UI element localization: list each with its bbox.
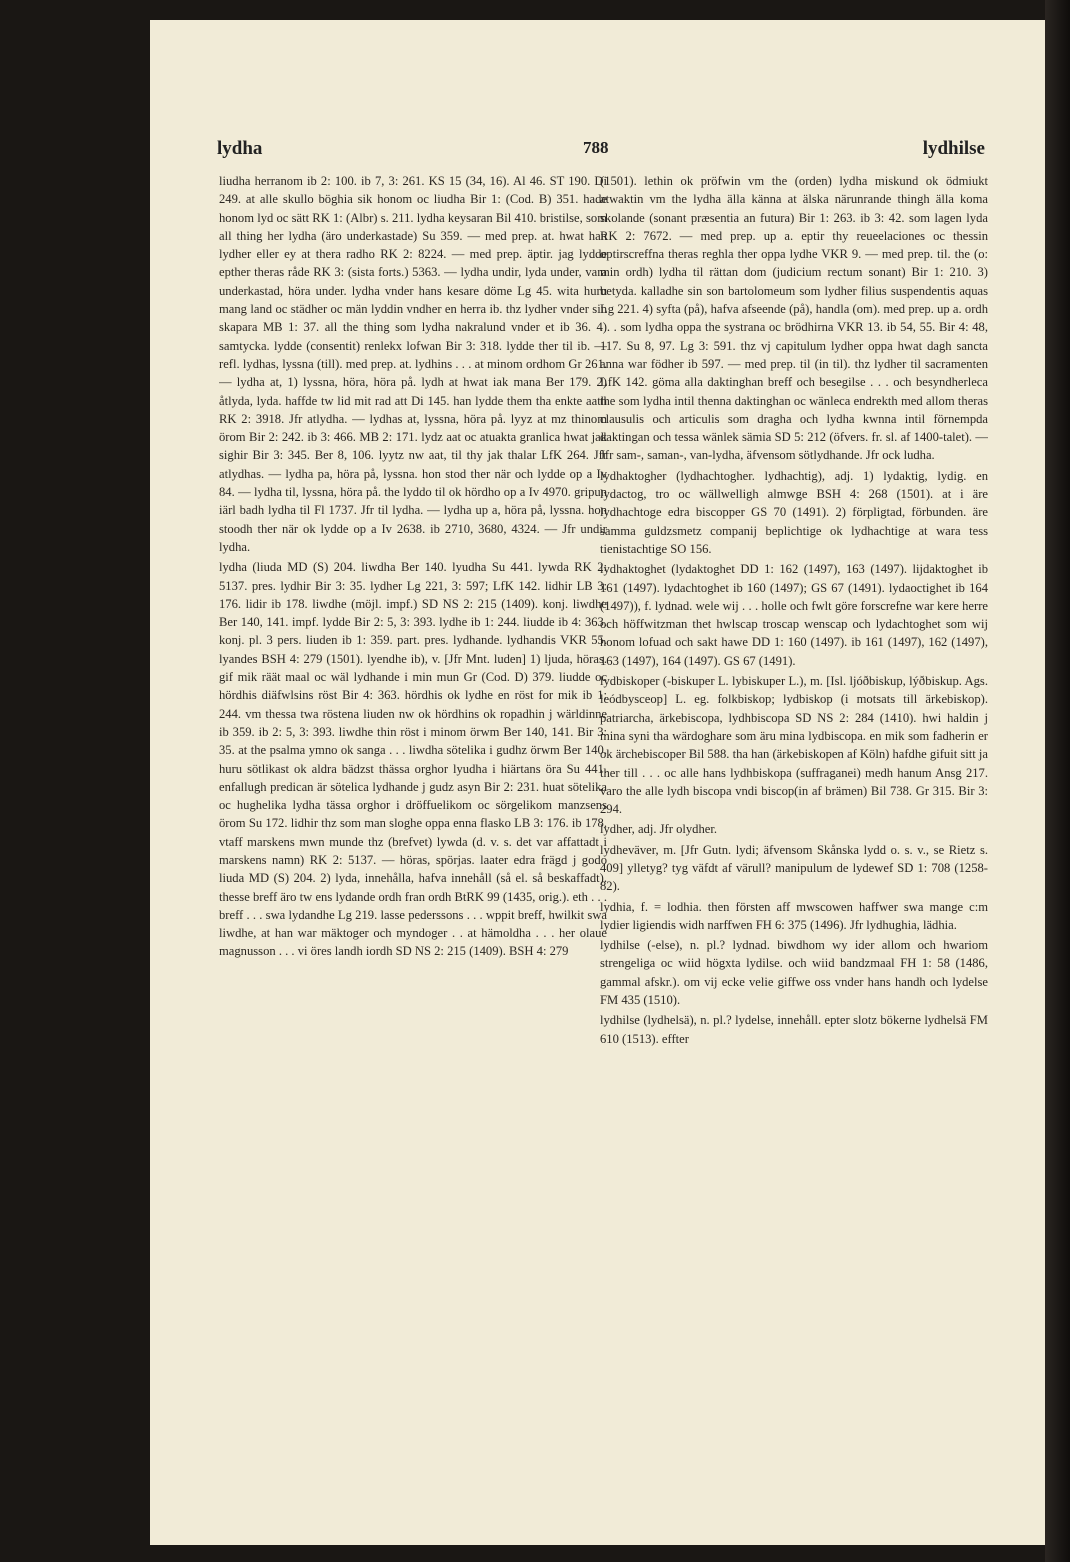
- book-binding-edge: [1045, 0, 1070, 1562]
- right-column: [600, 172, 988, 1392]
- entry-paragraph: lydhaktogher (lydhachtogher. lydhachtig), adj. 1) lydaktig, lydig. en lydactog, tro oc wällwelligh almwge BSH 4: 268 (1501). at i äre lydhachtoge edra biscopper GS 70 (1491). 2) förpligtad, förbunden. äre samma guldzsmetz companij beplichtige ok lydhachtige at wara tess tienistachtige SO 156.: [600, 468, 988, 556]
- entry-paragraph: lydha (liuda MD (S) 204. liwdha Ber 140. lyudha Su 441. lywda RK 2: 5137. pres. lydhir Bir 3: 35. lydher Lg 221, 3: 597; LfK 142. lidhir LB 3: 176. lidir ib 178. liwdhe (möjl. impf.) SD NS 2: 215 (1409). konj. liwdhe Ber 140, 141. impf. lydde Bir 2: 5, 3: 393. lydhe ib 1: 244. liudde ib 4: 363. konj. pl. 3 pers. liuden ib 1: 359. part. pres. lydhande. lydhandis VKR 55. lyandes BSH 4: 279 (1501). lyendhe ib), v. [Jfr Mnt. luden] 1) ljuda, höras. gif mik räät maal oc wäl lydhande i min mun Gr (Cod. D) 379. liudde oc hördhis diäfwlsins röst Bir 4: 363. hördhis ok lydhe en röst for mik ib 1: 244. vm thessa twa röstena liuden nw ok hördhins ok ropadhin j wärldinne ib 359. ib 2: 5, 3: 393. liwdhe thin röst i minom örwm Ber 140, 141. Bir 3: 35. at the psalma ymno ok sanga . . . liwdha sötelika i gudhz örwm Ber 140. huru sötlikast ok aldra bädzst thässa orghor lyudha i hiärtans öra Su 441. enfallugh predican är sötelica lydhande j gudz asyn Bir 2: 231. huat sötelika oc hughelika lydha tässa orghor i dröffuelikom oc sörgelikom manzsens örom Su 172. lidhir thz som man sloghe oppa enna flasko LB 3: 176. ib 178. vtaff marskens mwn munde thz (brefvet) lywda (d. v. s. det var affattadt i marskens namn) RK 2: 5137. — höras, spörjas. laater edra frägd j godo liuda MD (S) 204. 2) lyda, innehålla, hafva innehåll (så el. så beskaffadt). thesse breff äro tw ens lydande ordh fran ordh BtRK 99 (1435, orig.). eth . . . breff . . . swa lydandhe Lg 219. lasse pederssons . . . wppit breff, hwilkit swa liwdhe, at han war mäktoger och myndoger . . at hämoldha . . . her olaue magnusson . . . vi öres landh iordh SD NS 2: 215 (1409). BSH 4: 279: [219, 560, 607, 959]
- entry-paragraph: lydhilse (-else), n. pl.? lydnad. biwdhom wy ider allom och hwariom strengeliga oc wiid högxta lydilse. och wiid bandzmaal FH 1: 58 (1486, gammal afskr.). om vij ecke velie giffwe oss vnder hans handh och lydelse FM 435 (1510).: [600, 938, 988, 1008]
- entry-paragraph: liudha herranom ib 2: 100. ib 7, 3: 261. KS 15 (34, 16). Al 46. ST 190. Di 249. at alle skullo böghia sik honom oc liudha Bir 1: (Cod. B) 351. hade honom lyd oc sätt RK 1: (Albr) s. 211. lydha keysaran Bil 410. bristilse, som all thing her lydha (äro underkastade) Su 359. — med prep. at. hwat han lydher eller ey at thera radho RK 2: 8224. — med prep. äptir. jag lydde epther theras råde RK 3: (sista forts.) 5363. — lydha undir, lyda under, vara underkastad, höra under. lydha vnder hans kesare döme Lg 45. wita huru mang land oc städher oc män lyddin vndher en herra ib. thz lydher vnder sin skapara MB 1: 37. all the thing som lydha nakralund vnder et ib 36. 4) samtycka. lydde (consentit) renlekx lofwan Bir 3: 318. lydde ther til ib. — refl. lydhas, lyssna (till). med prep. at. lydhins . . . at minom ordhom Gr 261. — lydha at, 1) lyssna, höra, höra på. lydh at hwat iak mana Ber 179. 2) åtlyda, lyda. haffde tw lid mit rad att Di 145. han lydde them tha enkte aath RK 2: 3918. Jfr atlydha. — lydhas at, lyssna, höra på. lyyz at mz thinom örom Bir 2: 242. ib 3: 466. MB 2: 171. lydz aat oc atuakta granlica hwat jak sighir Bir 3: 345. Ber 8, 106. lyytz nw aat, til thy jak thalar LfK 264. Jfr atlydhas. — lydha pa, höra på, lyssna. hon stod ther när och lydde op a Iv 84. — lydha til, lyssna, höra på. the lyddo til ok hördho op a Iv 4970. gripun iärl badh lydha til Fl 1737. Jfr til lydha. — lydha up a, höra på, lyssna. hon stoodh ther när ok lydde op a Iv 2638. ib 2710, 3680, 4324. — Jfr undir lydha.: [219, 174, 607, 554]
- entry-paragraph: lydbiskoper (-biskuper L. lybiskuper L.), m. [Isl. ljóðbiskup, lýðbiskup. Ags. leódbysceop] L. eg. folkbiskop; lydbiskop (i motsats till ärkebiskop). patriarcha, ärkebiscopa, lydhbiscopa SD NS 2: 284 (1410). hwi haldin j mina syni tha wärdoghare som äru mina lydbiscopa. en mik som fadherin er ok ärchebiscoper Bil 588. tha han (ärkebiskopen af Köln) hafdhe gifuit sitt ja ther till . . . oc alle hans lydhbiskopa (suffraganei) medh hanum Ansg 217. varo the alle lydh biscopa vndi biscop(in af brämen) Bil 738. Gr 315. Bir 3: 294.: [600, 674, 988, 817]
- entry-paragraph: lydheväver, m. [Jfr Gutn. lydi; äfvensom Skånska lydd o. s. v., se Rietz s. 409] ylletyg? tyg väfdt af värull? manipulum de lydewef SD 1: 708 (1258-82).: [600, 842, 988, 894]
- running-header: [217, 138, 985, 168]
- page-number: 788: [583, 138, 609, 157]
- left-column: [219, 172, 607, 1392]
- entry-paragraph: lydhaktoghet (lydaktoghet DD 1: 162 (1497), 163 (1497). lijdaktoghet ib 161 (1497). lydachtoghet ib 160 (1497); GS 67 (1491). lydaoctighet ib 164 (1497)), f. lydnad. wele wij . . . holle och fwlt göre forscrefne war kere herre och höffwitzman thet hwlscap troscap wenscap och lydachtoghet som wij honom lofuad och sakt hawe DD 1: 160 (1497). ib 161 (1497), 162 (1497), 163 (1497), 164 (1497). GS 67 (1491).: [600, 562, 988, 668]
- entry-paragraph: lydhilse (lydhelsä), n. pl.? lydelse, innehåll. epter slotz bökerne lydhelsä FM 610 (1513). effter: [600, 1013, 988, 1046]
- header-headword-left: lydha: [217, 138, 263, 159]
- entry-paragraph: lydher, adj. Jfr olydher.: [600, 822, 718, 837]
- entry-paragraph: (1501). lethin ok pröfwin vm the (orden) lydha miskund ok ödmiukt atwaktin vm the lydha älla känna at älska närunrande thingh älla koma skolande (sonant præsentia an futura) Bir 1: 263. ib 3: 42. som lagen lyda RK 2: 7672. — med prep. up a. eptir thy reueelaciones oc thessin optirscreffna theras reghla ther oppa lydhe VKR 9. — med prep. til. the (o: min ordh) lydha til rättan dom (judicium rectum sonant) Bir 1: 210. 3) betyda. kalladhe sin son bartolomeum som lydher filius suspendentis aquas Lg 221. 4) syfta (på), hafva afseende (på), handla (om). med prep. up a. ordh . . . som lydha oppa the systrana oc brödhirna VKR 13. ib 54, 55. Bir 4: 48, 117. Su 8, 97. Lg 3: 591. thz vj capitulum lydher oppa hwat dagh sancta anna war födher ib 597. — med prep. til (in til). thz lydher til sacramenten LfK 142. göma alla daktinghan breff och besegilse . . . och besyndherleca the som lydha intil thenna daktinghan oc wänleca endrekth med allom theras clausulis och articulis som dragha och lydha kwnna intil förnempda daktingan och tessa wänlek sämia SD 5: 212 (öfvers. fr. sl. af 1400-talet). — Jfr sam-, saman-, van-lydha, äfvensom sötlydhande. Jfr ock ludha.: [600, 174, 988, 463]
- header-headword-right: lydhilse: [922, 138, 985, 159]
- entry-paragraph: lydhia, f. = lodhia. then försten aff mwscowen haffwer swa mange c:m lydier ligiendis widh narffwen FH 6: 375 (1496). Jfr lydhughia, lädhia.: [600, 899, 988, 932]
